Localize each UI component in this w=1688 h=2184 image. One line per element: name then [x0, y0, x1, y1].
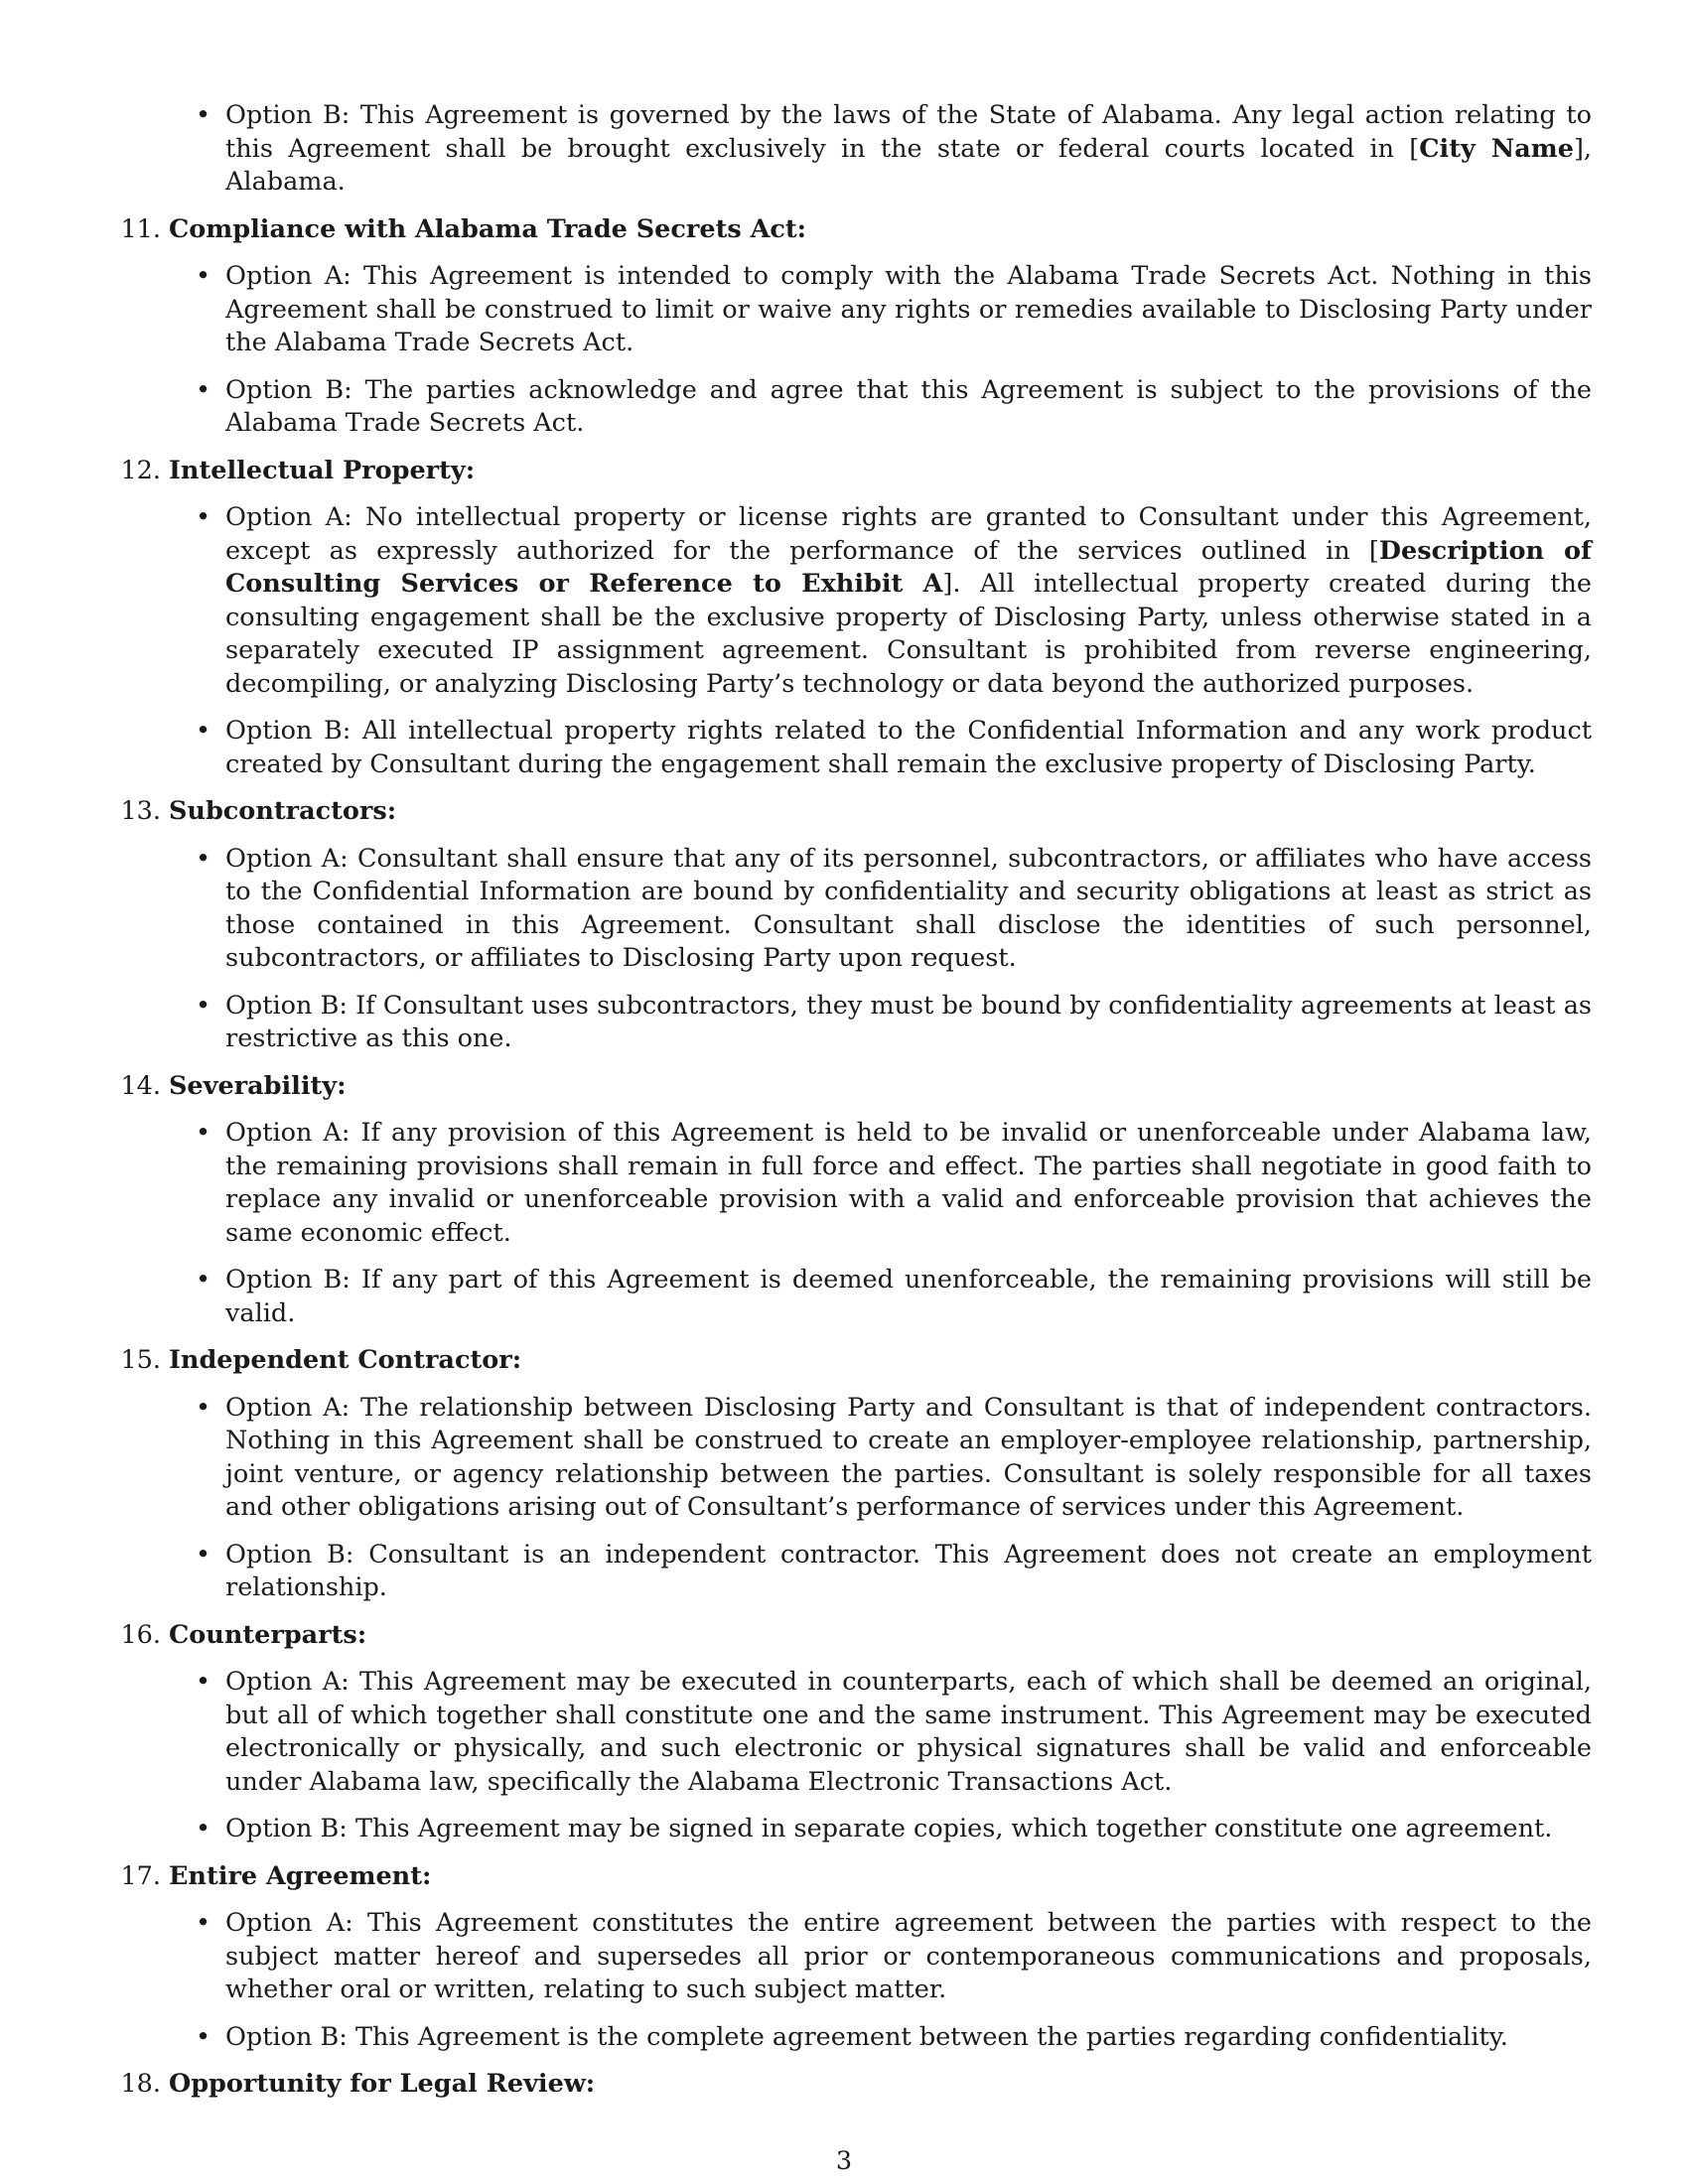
option-text: Option A: No intellectual property or license rights are granted to Consultant under this Agreement, except as expressly authorized for the performance of the services outlined in [Description of Consulting Services or Reference to Exhibit A]. All intellectual property created during the consulting engagement shall be the exclusive property of Disclosing Party, unless otherwise stated in a separately executed IP assignment agreement. Consultant is prohibited from reverse engineering, decompiling, or analyzing Disclosing Party’s technology or data beyond the authorized purposes. — [225, 502, 1593, 699]
option-text: Option A: Consultant shall ensure that any of its personnel, subcontractors, or affiliates who have access to the Confidential Information are bound by confidentiality and security obligations at least as strict as those contained in this Agreement. Consultant shall disclose the identities of such personnel, subcontractors, or affiliates to Disclosing Party upon request. — [225, 843, 1592, 973]
bullet-icon: • — [196, 843, 211, 874]
section-heading — [112, 1860, 1592, 1894]
option-item — [196, 715, 1592, 781]
section-number: 11. — [120, 213, 161, 244]
option-item — [196, 1907, 1592, 2007]
section-title: Opportunity for Legal Review: — [169, 2069, 596, 2099]
section-heading — [112, 795, 1592, 829]
section-title: Severability: — [169, 1070, 347, 1101]
bullet-icon: • — [196, 502, 211, 532]
section-title: Entire Agreement: — [169, 1860, 432, 1891]
option-item — [196, 1117, 1592, 1250]
section-heading — [112, 213, 1592, 247]
section-16 — [112, 1619, 1592, 1846]
bullet-icon: • — [196, 1118, 211, 1148]
preamble-option — [196, 99, 1592, 200]
bullet-icon: • — [196, 1814, 211, 1843]
bullet-icon: • — [196, 261, 211, 291]
option-text: Option B: This Agreement may be signed in separate copies, which together constitute one agreement. — [225, 1814, 1553, 1843]
option-item — [196, 374, 1592, 441]
option-text: Option B: This Agreement is the complete agreement between the parties regarding confidentiality. — [225, 2021, 1508, 2052]
option-text: Option B: The parties acknowledge and agree that this Agreement is subject to the provisions of the Alabama Trade Secrets Act. — [225, 374, 1592, 438]
option-text: Option A: This Agreement is intended to comply with the Alabama Trade Secrets Act. Nothing in this Agreement shall be construed to limit or waive any rights or remedies available to Disclosing Party under the Alabama Trade Secrets Act. — [225, 261, 1592, 357]
option-item — [196, 1392, 1592, 1525]
section-title: Subcontractors: — [169, 796, 397, 826]
bullet-icon: • — [196, 2021, 211, 2052]
section-15 — [112, 1344, 1592, 1605]
section-number: 16. — [120, 1619, 161, 1650]
section-heading — [112, 1619, 1592, 1653]
option-text: Option A: The relationship between Disclosing Party and Consultant is that of independent contractors. Nothing in this Agreement shall be construed to create an employer-employee relationship, partnership, joint venture, or agency relationship between the parties. Consultant is solely responsible for all taxes and other obligations arising out of Consultant’s performance of services under this Agreement. — [225, 1392, 1592, 1522]
section-17 — [112, 1860, 1592, 2055]
option-item — [196, 2021, 1592, 2055]
option-text: Option B: If Consultant uses subcontractors, they must be bound by confidentiality agreements at least as restrictive as this one. — [225, 990, 1592, 1053]
section-title: Independent Contractor: — [169, 1345, 522, 1375]
section-number: 12. — [120, 455, 161, 485]
section-number: 17. — [120, 1860, 161, 1891]
bullet-icon: • — [196, 990, 211, 1021]
bullet-icon: • — [196, 1392, 211, 1423]
option-text: Option A: If any provision of this Agreement is held to be invalid or unenforceable under Alabama law, the remaining provisions shall remain in full force and effect. The parties shall negotiate in good faith to replace any invalid or unenforceable provision with a valid and enforceable provision that achieves the same economic effect. — [225, 1118, 1592, 1248]
section-number: 18. — [120, 2069, 161, 2099]
bullet-icon: • — [196, 1265, 211, 1295]
option-text: Option B: If any part of this Agreement is deemed unenforceable, the remaining provisions will still be valid. — [225, 1265, 1592, 1328]
placeholder-field: Description of Consulting Services or Reference to Exhibit A — [225, 535, 1593, 599]
section-number: 15. — [120, 1345, 161, 1375]
option-text: Option B: All intellectual property rights related to the Confidential Information and any work product created by Consultant during the engagement shall remain the exclusive property of Disclosing Party. — [225, 716, 1592, 779]
option-item — [196, 1666, 1592, 1799]
bullet-icon: • — [196, 716, 211, 746]
option-item — [196, 1539, 1592, 1605]
section-title: Counterparts: — [169, 1619, 367, 1650]
option-text: Option A: This Agreement constitutes the entire agreement between the parties with respect to the subject matter hereof and supersedes all prior or contemporaneous communications and proposals, whether oral or written, relating to such subject matter. — [225, 1908, 1592, 2004]
preamble-options — [112, 99, 1592, 200]
page-number: 3 — [835, 2146, 853, 2176]
sections-list — [112, 213, 1592, 2102]
bullet-icon: • — [196, 374, 211, 405]
section-heading — [112, 1344, 1592, 1378]
section-18 — [112, 2068, 1592, 2102]
section-title: Compliance with Alabama Trade Secrets Act: — [169, 213, 807, 244]
document-body — [112, 99, 1592, 2116]
option-item — [196, 501, 1592, 701]
option-item — [196, 260, 1592, 360]
section-number: 13. — [120, 796, 161, 826]
section-11 — [112, 213, 1592, 441]
section-title: Intellectual Property: — [169, 455, 476, 485]
option-item — [196, 990, 1592, 1056]
option-item — [196, 843, 1592, 976]
placeholder-field: City Name — [1419, 133, 1574, 164]
option-text: Option A: This Agreement may be executed in counterparts, each of which shall be deemed an original, but all of which together shall constitute one and the same instrument. This Agreement may be executed electronically or physically, and such electronic or physical signatures shall be valid and enforceable under Alabama law, specifically the Alabama Electronic Transactions Act. — [225, 1667, 1592, 1797]
section-heading — [112, 455, 1592, 488]
section-13 — [112, 795, 1592, 1056]
section-heading — [112, 1070, 1592, 1104]
bullet-icon: • — [196, 1667, 211, 1697]
bullet-icon: • — [196, 1908, 211, 1938]
section-number: 14. — [120, 1070, 161, 1101]
option-item — [196, 1813, 1592, 1846]
option-text: Option B: Consultant is an independent contractor. This Agreement does not create an employment relationship. — [225, 1539, 1592, 1602]
bullet-icon: • — [196, 1539, 211, 1570]
section-12 — [112, 455, 1592, 782]
option-item — [196, 1264, 1592, 1330]
option-text: Option B: This Agreement is governed by the laws of the State of Alabama. Any legal action relating to this Agreement shall be brought exclusively in the state or federal courts located in [City Name], Alabama. — [225, 100, 1592, 197]
section-heading — [112, 2068, 1592, 2102]
bullet-icon: • — [196, 100, 211, 130]
section-14 — [112, 1070, 1592, 1331]
